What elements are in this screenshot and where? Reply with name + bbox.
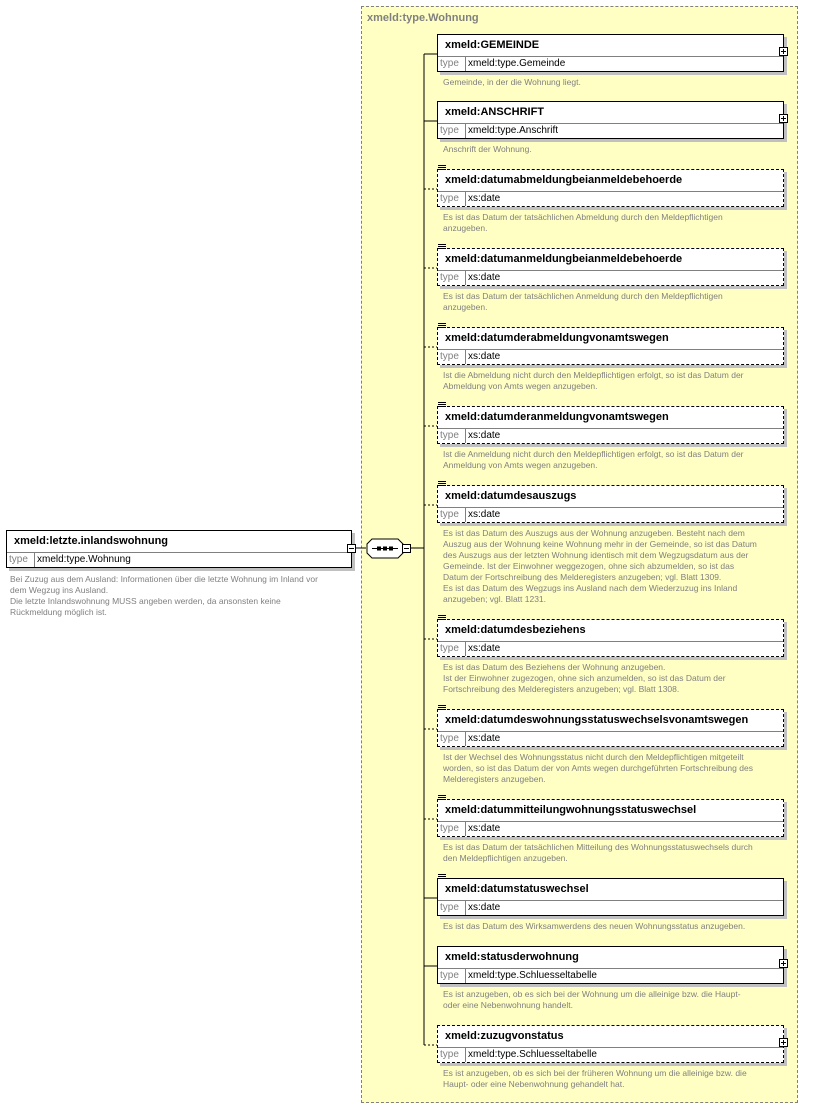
simple-content-icon bbox=[438, 481, 446, 487]
type-label: type bbox=[440, 509, 459, 520]
simple-content-icon bbox=[438, 323, 446, 329]
child-element-box[interactable] bbox=[437, 169, 784, 207]
element-documentation: Es ist das Datum der tatsächlichen Anmeldung durch den Meldepflichtigen anzugeben. bbox=[443, 291, 723, 312]
element-documentation: Ist der Wechsel des Wohnungsstatus nicht durch den Meldepflichtigen mitgeteilt worden, so ist das Datum der von Amts wegen durchgeführten Fortschreibung des Melderegisters anzugeben. bbox=[443, 752, 753, 784]
child-element-box[interactable] bbox=[437, 709, 784, 747]
expand-icon[interactable] bbox=[779, 114, 788, 123]
element-name: xmeld:statusderwohnung bbox=[445, 951, 579, 963]
type-label: type bbox=[440, 351, 459, 362]
child-element-box[interactable] bbox=[437, 327, 784, 365]
element-documentation: Es ist das Datum des Auszugs aus der Wohnung anzugeben. Besteht nach dem Auszug aus der Wohnung keine Wohnung mehr in der Gemeinde, so ist das Datum des Auszugs aus der letzten Wohnung identisch mit dem Wegzugsdatum aus der Gemeinde. Ist der Einwohner weggezogen, ohne sich abzumelden, so ist das Datum der Fortschreibung des Melderegisters anzugeben; vgl. Blatt 1309. Es ist das Datum des Wegzugs ins Ausland nach dem Wiederzuzug ins Inland anzugeben; vgl. Blatt 1231. bbox=[443, 528, 757, 604]
type-value: xs:date bbox=[468, 430, 501, 441]
child-element-box[interactable] bbox=[437, 946, 784, 984]
simple-content-icon bbox=[438, 874, 446, 880]
element-documentation: Es ist anzugeben, ob es sich bei der früheren Wohnung um die alleinige bzw. die Haupt- oder eine Nebenwohnung gehandelt hat. bbox=[443, 1068, 747, 1089]
element-documentation: Ist die Anmeldung nicht durch den Meldepflichtigen erfolgt, so ist das Datum der Anmeldung von Amts wegen anzugeben. bbox=[443, 449, 744, 470]
type-value: xs:date bbox=[468, 509, 501, 520]
element-documentation: Es ist das Datum der tatsächlichen Mitteilung des Wohnungsstatuswechsels durch den Meldepflichtigen anzugeben. bbox=[443, 842, 753, 863]
simple-content-icon bbox=[438, 244, 446, 250]
simple-content-icon bbox=[438, 402, 446, 408]
type-label: type bbox=[440, 430, 459, 441]
root-documentation: Bei Zuzug aus dem Ausland: Informationen über die letzte Wohnung im Inland vor dem Wegzug ins Ausland. Die letzte Inlandswohnung MUSS angeben werden, da ansonsten keine Rückmeldung möglich ist. bbox=[10, 574, 318, 617]
type-value: xs:date bbox=[468, 351, 501, 362]
simple-content-icon bbox=[438, 615, 446, 621]
simple-content-icon bbox=[438, 165, 446, 171]
element-name: xmeld:ANSCHRIFT bbox=[445, 106, 545, 118]
type-label: type bbox=[440, 970, 459, 981]
type-label: type bbox=[440, 125, 459, 136]
type-value: xmeld:type.Gemeinde bbox=[468, 58, 566, 69]
type-value: xs:date bbox=[468, 733, 501, 744]
type-label: type bbox=[440, 643, 459, 654]
type-value: xmeld:type.Schluesseltabelle bbox=[468, 970, 597, 981]
expand-icon[interactable] bbox=[779, 1038, 788, 1047]
child-element-box[interactable] bbox=[437, 101, 784, 139]
type-value: xs:date bbox=[468, 823, 501, 834]
element-documentation: Es ist das Datum des Beziehens der Wohnung anzugeben. Ist der Einwohner zugezogen, ohne sich anzumelden, so ist das Datum der Fortschreibung des Melderegisters anzugeben; vgl. Blatt 1308. bbox=[443, 662, 726, 694]
element-documentation: Ist die Abmeldung nicht durch den Meldepflichtigen erfolgt, so ist das Datum der Abmeldung von Amts wegen anzugeben. bbox=[443, 370, 744, 391]
root-type-value: xmeld:type.Wohnung bbox=[37, 554, 131, 565]
type-label: type bbox=[440, 733, 459, 744]
child-element-box[interactable] bbox=[437, 799, 784, 837]
type-label: type bbox=[440, 1049, 459, 1060]
type-label: type bbox=[440, 823, 459, 834]
root-type-label: type bbox=[9, 554, 28, 565]
collapse-icon[interactable] bbox=[402, 544, 411, 553]
child-element-box[interactable] bbox=[437, 1025, 784, 1063]
child-element-box[interactable] bbox=[437, 619, 784, 657]
element-name: xmeld:datumderanmeldungvonamtswegen bbox=[445, 411, 669, 423]
expand-icon[interactable] bbox=[779, 959, 788, 968]
element-name: xmeld:datumderabmeldungvonamtswegen bbox=[445, 332, 669, 344]
type-label: type bbox=[440, 193, 459, 204]
type-label: type bbox=[440, 272, 459, 283]
child-element-box[interactable] bbox=[437, 878, 784, 916]
root-element-box[interactable] bbox=[6, 530, 352, 568]
type-value: xs:date bbox=[468, 643, 501, 654]
element-name: xmeld:datumdeswohnungsstatuswechselsvonamtswegen bbox=[445, 714, 749, 726]
element-name: xmeld:datumstatuswechsel bbox=[445, 883, 589, 895]
root-element-name: xmeld:letzte.inlandswohnung bbox=[14, 535, 169, 547]
child-element-box[interactable] bbox=[437, 406, 784, 444]
child-element-box[interactable] bbox=[437, 34, 784, 72]
collapse-icon[interactable] bbox=[347, 544, 356, 553]
type-value: xs:date bbox=[468, 902, 501, 913]
complex-type-title: xmeld:type.Wohnung bbox=[367, 12, 479, 24]
child-element-box[interactable] bbox=[437, 485, 784, 523]
element-name: xmeld:datummitteilungwohnungsstatuswechsel bbox=[445, 804, 697, 816]
element-documentation: Es ist das Datum der tatsächlichen Abmeldung durch den Meldepflichtigen anzugeben. bbox=[443, 212, 723, 233]
element-name: xmeld:zuzugvonstatus bbox=[445, 1030, 564, 1042]
element-documentation: Anschrift der Wohnung. bbox=[443, 144, 532, 154]
element-documentation: Es ist das Datum des Wirksamwerdens des neuen Wohnungsstatus anzugeben. bbox=[443, 921, 746, 931]
type-value: xs:date bbox=[468, 193, 501, 204]
sequence-compositor-icon[interactable] bbox=[366, 538, 404, 559]
element-name: xmeld:datumabmeldungbeianmeldebehoerde bbox=[445, 174, 683, 186]
element-name: xmeld:datumanmeldungbeianmeldebehoerde bbox=[445, 253, 683, 265]
element-documentation: Gemeinde, in der die Wohnung liegt. bbox=[443, 77, 581, 87]
child-element-box[interactable] bbox=[437, 248, 784, 286]
element-documentation: Es ist anzugeben, ob es sich bei der Wohnung um die alleinige bzw. die Haupt- oder eine Nebenwohnung handelt. bbox=[443, 989, 741, 1010]
type-value: xmeld:type.Anschrift bbox=[468, 125, 559, 136]
expand-icon[interactable] bbox=[779, 47, 788, 56]
type-value: xmeld:type.Schluesseltabelle bbox=[468, 1049, 597, 1060]
element-name: xmeld:datumdesauszugs bbox=[445, 490, 577, 502]
element-name: xmeld:GEMEINDE bbox=[445, 39, 540, 51]
simple-content-icon bbox=[438, 795, 446, 801]
type-label: type bbox=[440, 902, 459, 913]
simple-content-icon bbox=[438, 705, 446, 711]
element-name: xmeld:datumdesbeziehens bbox=[445, 624, 586, 636]
type-value: xs:date bbox=[468, 272, 501, 283]
type-label: type bbox=[440, 58, 459, 69]
